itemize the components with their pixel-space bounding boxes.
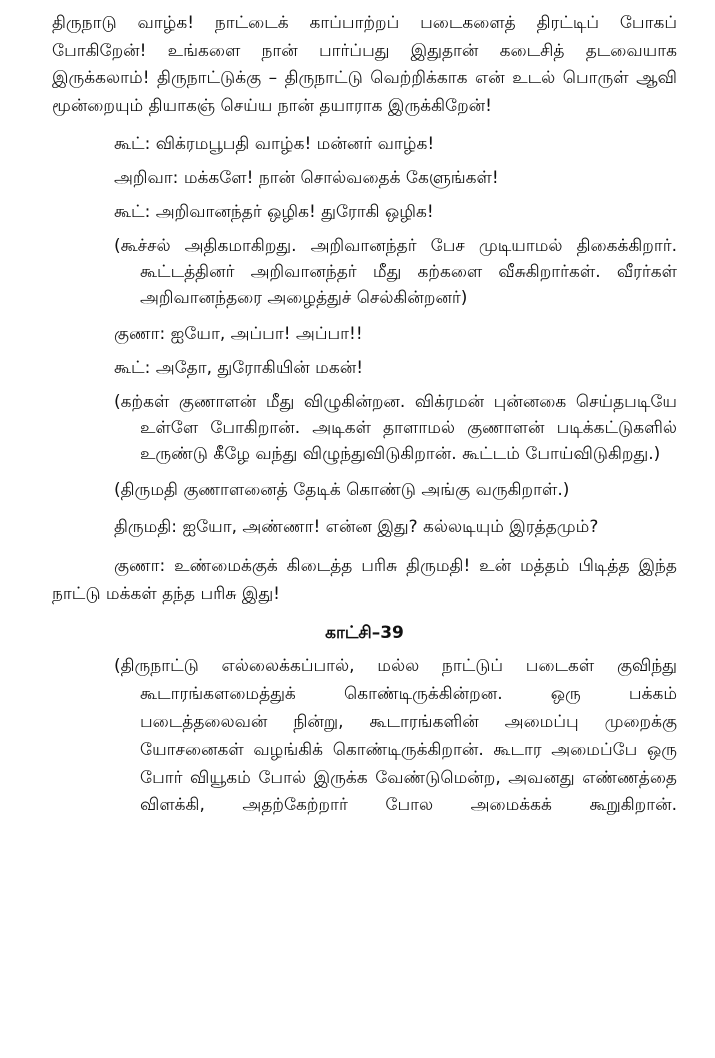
- dialogue-line: [114, 199, 677, 225]
- dialogue-text: உண்மைக்குக் கிடைத்த பரிசு திருமதி! உன் மத்தம் பிடித்த இந்த நாட்டு மக்கள் தந்த பரிசு இது!: [52, 556, 678, 605]
- speaker-label: கூட்:: [114, 358, 151, 379]
- stage-direction: (கூச்சல் அதிகமாகிறது. அறிவானந்தர் பேச முடியாமல் திகைக்கிறார். கூட்டத்தினர் அறிவானந்தர் மீது கற்களை வீசுகிறார்கள். வீரர்கள் அறிவானந்தரை அழைத்துச் செல்கின்றனர்): [114, 236, 677, 309]
- speaker-label: கூட்:: [114, 134, 151, 155]
- dialogue-line: [114, 321, 677, 347]
- dialogue-text: ஐயோ, அண்ணா! என்ன இது? கல்லடியும் இரத்தமும்?: [182, 517, 599, 538]
- dialogue-text: மக்களே! நான் சொல்வதைக் கேளுங்கள்!: [183, 168, 499, 189]
- dialogue-text: அறிவானந்தர் ஒழிக! துரோகி ஒழிக!: [155, 202, 434, 223]
- stage-direction: (திருநாட்டு எல்லைக்கப்பால், மல்ல நாட்டுப் படைகள் குவிந்து கூடாரங்களமைத்துக் கொண்டிருக்கின்றன. ஒரு பக்கம் படைத்தலைவன் நின்று, கூடாரங்களின் அமைப்பு முறைக்கு யோசனைகள் வழங்கிக் கொண்டிருக்கிறான். கூடார அமைப்பே ஒரு போர் வியூகம் போல் இருக்க வேண்டுமென்ற, அவனது எண்ணத்தை விளக்கி, அதற்கேற்றார் போல அமைக்கக் கூறுகிறான்.: [114, 656, 677, 816]
- dialogue-paragraph: [52, 513, 677, 541]
- stage-direction: (கற்கள் குணாளன் மீது விழுகின்றன. விக்ரமன் புன்னகை செய்தபடியே உள்ளே போகிறான். அடிகள் தாளாமல் குணாளன் படிக்கட்டுகளில் உருண்டு கீழே வந்து விழுந்துவிடுகிறான். கூட்டம் போய்விடுகிறது.): [114, 392, 677, 465]
- speaker-label: குணா:: [114, 324, 166, 345]
- speaker-label: கூட்:: [114, 202, 151, 223]
- dialogue-text: அதோ, துரோகியின் மகன்!: [155, 358, 364, 379]
- opening-paragraph: திருநாடு வாழ்க! நாட்டைக் காப்பாற்றப் படைகளைத் திரட்டிப் போகப் போகிறேன்! உங்களை நான் பார்ப்பது இதுதான் கடைசித் தடவையாக இருக்கலாம்! திருநாட்டுக்கு – திருநாட்டு வெற்றிக்காக என் உடல் பொருள் ஆவி மூன்றையும் தியாகஞ் செய்ய நான் தயாராக இருக்கிறேன்!: [52, 13, 677, 116]
- scene-heading: காட்சி–39: [325, 623, 404, 644]
- dialogue-text: விக்ரமபூபதி வாழ்க! மன்னர் வாழ்க!: [155, 134, 435, 155]
- dialogue-line: [114, 355, 677, 381]
- dialogue-line: [114, 165, 677, 191]
- speaker-label: குணா:: [114, 556, 166, 577]
- speaker-label: திருமதி:: [114, 517, 178, 538]
- speaker-label: அறிவா:: [114, 168, 179, 189]
- stage-direction: (திருமதி குணாளனைத் தேடிக் கொண்டு அங்கு வருகிறாள்.): [114, 480, 570, 501]
- dialogue-text: ஐயோ, அப்பா! அப்பா!!: [170, 324, 363, 345]
- dialogue-paragraph: [52, 552, 677, 608]
- dialogue-line: [114, 131, 677, 157]
